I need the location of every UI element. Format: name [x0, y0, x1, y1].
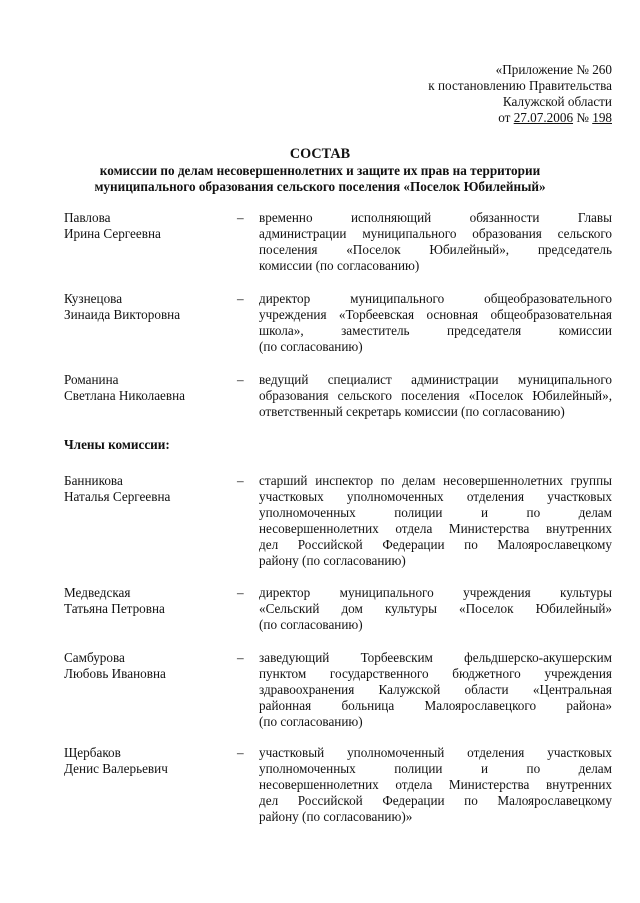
role-line: району (по согласованию)»: [259, 809, 413, 824]
role-line: (по согласованию): [259, 714, 363, 729]
appendix-date: 27.07.2006: [513, 110, 574, 125]
appendix-number: 198: [592, 110, 612, 125]
document-subtitle-line-2: муниципального образования сельского поселения «Поселок Юбилейный»: [94, 179, 546, 194]
role-line: (по согласованию): [259, 339, 363, 354]
person-surname: Кузнецова: [64, 291, 123, 306]
person-name: [64, 473, 234, 505]
document-title: СОСТАВ: [289, 146, 351, 162]
role-line: здравоохранения Калужской области «Центральная: [259, 682, 612, 697]
entry-dash: –: [237, 473, 244, 488]
role-line: старший инспектор по делам несовершеннолетних группы: [259, 473, 612, 488]
entry-dash: –: [237, 585, 244, 600]
person-role: [259, 745, 612, 825]
person-name: [64, 210, 234, 242]
role-line: комиссии (по согласованию): [259, 258, 420, 273]
person-name: [64, 372, 234, 404]
entry-dash: –: [237, 210, 244, 225]
role-line: районная больница Малоярославецкого района»: [259, 698, 612, 713]
person-name: [64, 745, 234, 777]
appendix-header: [428, 62, 612, 126]
person-surname: Самбурова: [64, 650, 125, 665]
role-line: поселения «Поселок Юбилейный», председатель: [259, 242, 612, 257]
role-line: несовершеннолетних отдела Министерства внутренних: [259, 521, 612, 536]
appendix-line-2: к постановлению Правительства: [428, 78, 612, 93]
role-line: директор муниципального общеобразовательного: [259, 291, 612, 306]
role-line: району (по согласованию): [259, 553, 406, 568]
person-given-names: Денис Валерьевич: [64, 761, 168, 776]
person-role: [259, 650, 612, 730]
role-line: уполномоченных полиции и по делам: [259, 761, 612, 776]
role-line: участковых уполномоченных отделения участковых: [259, 489, 612, 504]
person-given-names: Татьяна Петровна: [64, 601, 165, 616]
role-line: несовершеннолетних отдела Министерства внутренних: [259, 777, 612, 792]
role-line: уполномоченных полиции и по делам: [259, 505, 612, 520]
person-role: [259, 291, 612, 355]
role-line: администрации муниципального образования сельского: [259, 226, 612, 241]
person-given-names: Светлана Николаевна: [64, 388, 186, 403]
appendix-date-prefix: от: [498, 110, 514, 125]
person-name: [64, 585, 234, 617]
members-heading: Члены комиссии:: [64, 437, 170, 452]
role-line: ведущий специалист администрации муниципального: [259, 372, 612, 387]
person-surname: Банникова: [64, 473, 123, 488]
appendix-line-4: [428, 110, 612, 126]
person-surname: Медведская: [64, 585, 131, 600]
entry-dash: –: [237, 291, 244, 306]
role-line: временно исполняющий обязанности Главы: [259, 210, 612, 225]
role-line: (по согласованию): [259, 617, 363, 632]
entry-dash: –: [237, 650, 244, 665]
appendix-line-3: Калужской области: [502, 94, 612, 109]
role-line: школа», заместитель председателя комиссии: [259, 323, 612, 338]
role-line: участковый уполномоченный отделения участковых: [259, 745, 612, 760]
role-line: директор муниципального учреждения культуры: [259, 585, 612, 600]
person-surname: Павлова: [64, 210, 111, 225]
person-role: [259, 372, 612, 420]
person-given-names: Ирина Сергеевна: [64, 226, 161, 241]
person-name: [64, 650, 234, 682]
role-line: заведующий Торбеевским фельдшерско-акушерским: [259, 650, 612, 665]
role-line: «Сельский дом культуры «Поселок Юбилейный»: [259, 601, 612, 616]
person-surname: Романина: [64, 372, 119, 387]
appendix-number-prefix: №: [573, 110, 593, 125]
role-line: дел Российской Федерации по Малоярославецкому: [259, 537, 612, 552]
role-line: ответственный секретарь комиссии (по согласованию): [259, 404, 565, 419]
role-line: дел Российской Федерации по Малоярославецкому: [259, 793, 612, 808]
role-line: учреждения «Торбеевская основная общеобразовательная: [259, 307, 612, 322]
role-line: пунктом государственного бюджетного учреждения: [259, 666, 612, 681]
entry-dash: –: [237, 745, 244, 760]
appendix-line-1: «Приложение № 260: [495, 62, 612, 77]
person-given-names: Любовь Ивановна: [64, 666, 166, 681]
person-name: [64, 291, 234, 323]
person-given-names: Наталья Сергеевна: [64, 489, 171, 504]
document-subtitle-line-1: комиссии по делам несовершеннолетних и защите их прав на территории: [99, 163, 541, 178]
entry-dash: –: [237, 372, 244, 387]
person-role: [259, 210, 612, 274]
person-role: [259, 473, 612, 569]
person-given-names: Зинаида Викторовна: [64, 307, 181, 322]
role-line: образования сельского поселения «Поселок Юбилейный»,: [259, 388, 612, 403]
person-role: [259, 585, 612, 633]
person-surname: Щербаков: [64, 745, 121, 760]
